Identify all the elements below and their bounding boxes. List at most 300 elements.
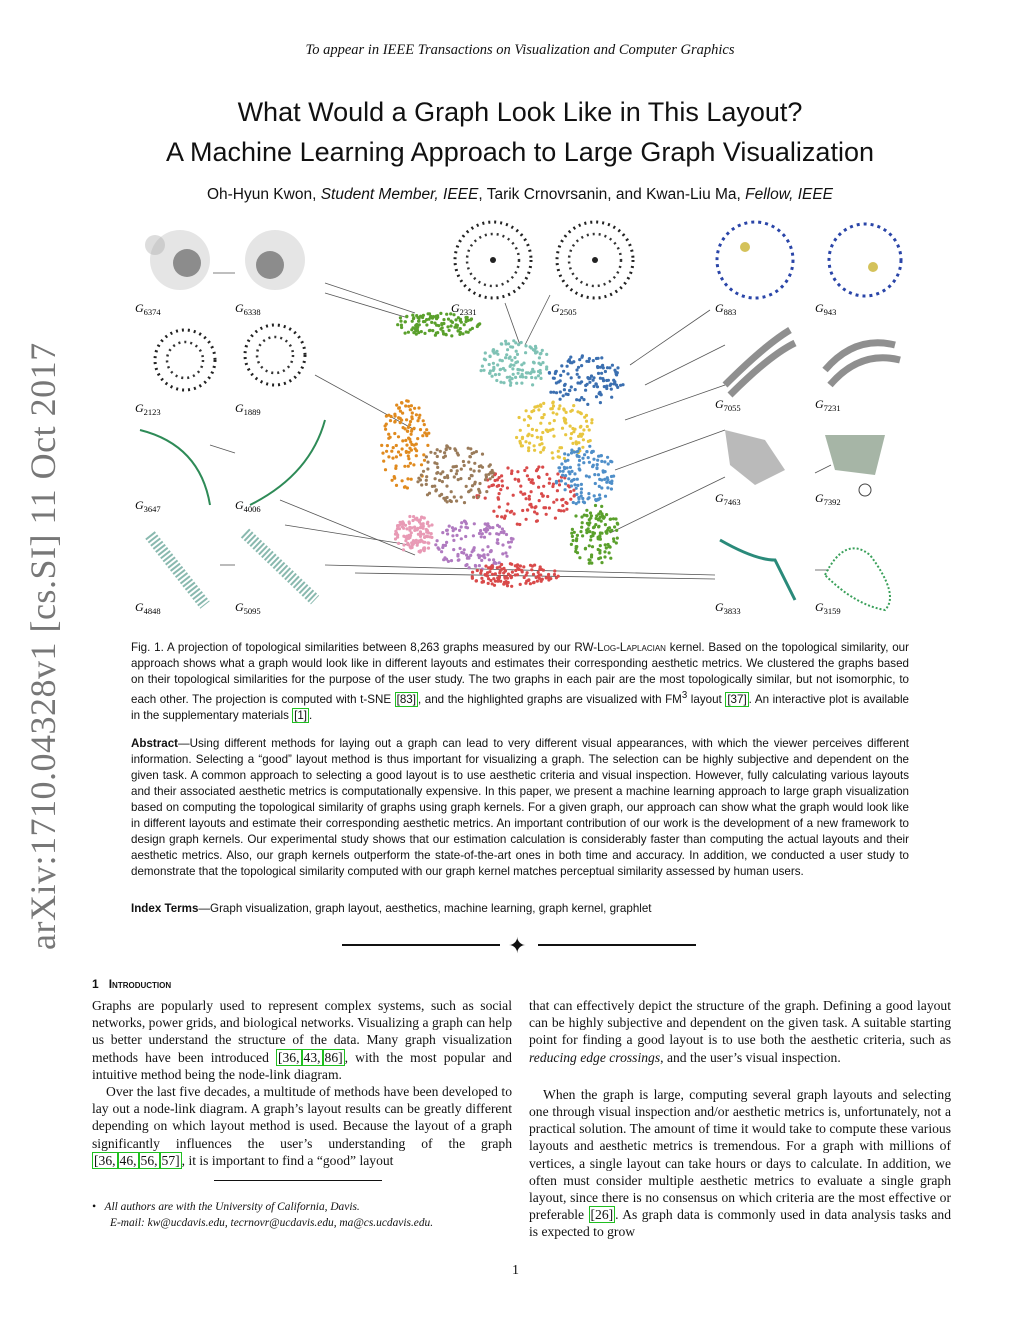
caption-ref-37[interactable]: [37] <box>727 692 747 706</box>
scatter-point <box>453 326 456 329</box>
scatter-point <box>492 362 495 365</box>
scatter-point <box>499 381 502 384</box>
scatter-point <box>582 438 585 441</box>
scatter-point <box>431 329 434 332</box>
scatter-point <box>564 421 567 424</box>
scatter-point <box>471 571 474 574</box>
scatter-point <box>587 440 590 443</box>
arxiv-sidebar-id: arXiv:1710.04328v1 [cs.SI] 11 Oct 2017 <box>23 342 63 950</box>
scatter-point <box>521 509 524 512</box>
scatter-point <box>451 321 454 324</box>
scatter-point <box>433 485 436 488</box>
scatter-point <box>609 518 612 521</box>
scatter-point <box>605 513 608 516</box>
scatter-point <box>545 353 548 356</box>
scatter-point <box>597 473 600 476</box>
scatter-point <box>606 486 609 489</box>
scatter-point <box>409 408 412 411</box>
scatter-point <box>568 389 571 392</box>
label-g2123: $G_{2123}$ <box>135 401 161 417</box>
scatter-point <box>518 523 521 526</box>
scatter-point <box>545 428 548 431</box>
scatter-point <box>575 450 578 453</box>
scatter-point <box>460 551 463 554</box>
scatter-point <box>480 535 483 538</box>
scatter-point <box>478 491 481 494</box>
scatter-point <box>530 490 533 493</box>
scatter-point <box>468 477 471 480</box>
scatter-point <box>445 313 448 316</box>
scatter-point <box>410 531 413 534</box>
scatter-point <box>569 425 572 428</box>
scatter-point <box>407 426 410 429</box>
scatter-point <box>590 418 593 421</box>
scatter-point <box>521 444 524 447</box>
scatter-point <box>401 479 404 482</box>
scatter-point <box>469 468 472 471</box>
scatter-point <box>609 557 612 560</box>
scatter-point <box>520 341 523 344</box>
scatter-point <box>438 479 441 482</box>
scatter-point <box>521 436 524 439</box>
scatter-point <box>559 374 562 377</box>
scatter-point <box>548 477 551 480</box>
scatter-point <box>595 499 598 502</box>
scatter-point <box>585 474 588 477</box>
scatter-point <box>539 451 542 454</box>
scatter-point <box>488 363 491 366</box>
label-g6374: $G_{6374}$ <box>135 301 161 317</box>
scatter-point <box>581 521 584 524</box>
thumb-g2505 <box>557 222 633 298</box>
scatter-point <box>530 568 533 571</box>
scatter-point <box>455 472 458 475</box>
scatter-point <box>608 545 611 548</box>
scatter-point <box>478 556 481 559</box>
scatter-point <box>551 428 554 431</box>
scatter-point <box>600 505 603 508</box>
scatter-point <box>460 537 463 540</box>
scatter-point <box>570 470 573 473</box>
scatter-point <box>557 509 560 512</box>
scatter-point <box>439 450 442 453</box>
scatter-point <box>513 356 516 359</box>
scatter-point <box>571 442 574 445</box>
scatter-point <box>597 357 600 360</box>
caption-part-3: , and the highlighted graphs are visualized with FM <box>417 692 682 706</box>
scatter-point <box>496 576 499 579</box>
ref-46[interactable]: 46, <box>119 1152 137 1168</box>
scatter-point <box>601 515 604 518</box>
label-g883: $G_{883}$ <box>715 301 737 317</box>
scatter-point <box>395 484 398 487</box>
scatter-point <box>580 396 583 399</box>
thumb-g3833 <box>720 540 795 600</box>
footnote-rule <box>214 1180 382 1181</box>
scatter-point <box>408 515 411 518</box>
scatter-point <box>585 514 588 517</box>
figure-caption <box>131 640 909 724</box>
scatter-point <box>427 312 430 315</box>
scatter-point <box>483 556 486 559</box>
scatter-point <box>514 573 517 576</box>
scatter-point <box>555 498 558 501</box>
scatter-point <box>512 494 515 497</box>
scatter-point <box>585 509 588 512</box>
scatter-point <box>579 530 582 533</box>
scatter-point <box>482 580 485 583</box>
scatter-point <box>416 437 419 440</box>
scatter-point <box>434 543 437 546</box>
scatter-point <box>595 467 598 470</box>
scatter-point <box>465 563 468 566</box>
scatter-point <box>542 569 545 572</box>
scatter-point <box>455 499 458 502</box>
scatter-point <box>410 449 413 452</box>
scatter-point <box>425 475 428 478</box>
scatter-point <box>478 322 481 325</box>
scatter-point <box>514 478 517 481</box>
scatter-point <box>527 433 530 436</box>
scatter-point <box>578 447 581 450</box>
scatter-point <box>552 404 555 407</box>
scatter-point <box>403 486 406 489</box>
scatter-point <box>473 462 476 465</box>
scatter-point <box>571 528 574 531</box>
scatter-point <box>536 580 539 583</box>
scatter-point <box>454 449 457 452</box>
scatter-point <box>465 318 468 321</box>
scatter-point <box>492 369 495 372</box>
scatter-point <box>492 577 495 580</box>
ref-43[interactable]: 43, <box>303 1049 321 1065</box>
scatter-point <box>492 349 495 352</box>
scatter-point <box>610 487 613 490</box>
scatter-point <box>488 532 491 535</box>
scatter-point <box>599 531 602 534</box>
scatter-point <box>504 551 507 554</box>
scatter-point <box>545 576 548 579</box>
scatter-point <box>535 469 538 472</box>
ref-86[interactable]: 86] <box>324 1049 343 1065</box>
scatter-point <box>564 482 567 485</box>
ref-56[interactable]: 56, <box>140 1152 158 1168</box>
scatter-point <box>442 318 445 321</box>
scatter-point <box>581 446 584 449</box>
scatter-point <box>390 450 393 453</box>
left-column <box>92 997 512 1169</box>
scatter-point <box>595 514 598 517</box>
scatter-point <box>423 423 426 426</box>
footnote-line-2: E-mail: kw@ucdavis.edu, tecrnovr@ucdavis.edu, ma@cs.ucdavis.edu. <box>110 1217 434 1229</box>
scatter-point <box>446 325 449 328</box>
scatter-point <box>392 446 395 449</box>
scatter-point <box>529 345 532 348</box>
scatter-point <box>475 579 478 582</box>
label-g4848: $G_{4848}$ <box>135 600 161 616</box>
scatter-point <box>597 372 600 375</box>
scatter-point <box>489 355 492 358</box>
scatter-point <box>506 376 509 379</box>
scatter-point <box>537 408 540 411</box>
scatter-point <box>428 329 431 332</box>
scatter-point <box>548 506 551 509</box>
scatter-point <box>576 534 579 537</box>
right-para-1-end: , and the user’s visual inspection. <box>660 1049 841 1065</box>
scatter-point <box>597 517 600 520</box>
scatter-point <box>599 393 602 396</box>
scatter-point <box>436 539 439 542</box>
scatter-point <box>402 527 405 530</box>
scatter-point <box>407 537 410 540</box>
left-para-1-text: Graphs are popularly used to represent complex systems, such as social networks, power grids, and biological networks. Visualizing a graph can help us better understand the structure of the data. Many graph visualization methods have been introduced <box>92 998 512 1065</box>
scatter-point <box>553 569 556 572</box>
scatter-point <box>491 573 494 576</box>
scatter-point <box>525 497 528 500</box>
scatter-point <box>472 534 475 537</box>
divider-left <box>342 944 500 946</box>
scatter-point <box>571 427 574 430</box>
scatter-point <box>393 432 396 435</box>
scatter-point <box>478 469 481 472</box>
scatter-point <box>558 446 561 449</box>
ref-57[interactable]: 57] <box>161 1152 180 1168</box>
scatter-point <box>517 343 520 346</box>
scatter-point <box>590 555 593 558</box>
scatter-point <box>460 321 463 324</box>
scatter-point <box>532 573 535 576</box>
scatter-point <box>499 359 502 362</box>
caption-part-4: layout <box>687 692 726 706</box>
scatter-point <box>447 318 450 321</box>
scatter-point <box>592 526 595 529</box>
divider-diamond-icon: ✦ <box>508 934 527 959</box>
scatter-point <box>455 465 458 468</box>
scatter-point <box>506 502 509 505</box>
scatter-point <box>561 427 564 430</box>
scatter-point <box>487 566 490 569</box>
scatter-point <box>422 314 425 317</box>
scatter-point <box>593 473 596 476</box>
scatter-point <box>598 478 601 481</box>
scatter-point <box>605 385 608 388</box>
scatter-point <box>592 458 595 461</box>
scatter-point <box>396 323 399 326</box>
scatter-point <box>427 547 430 550</box>
ref-36[interactable]: [36, <box>277 1049 300 1065</box>
scatter-point <box>596 366 599 369</box>
scatter-point <box>540 492 543 495</box>
scatter-point <box>496 353 499 356</box>
scatter-point <box>457 478 460 481</box>
scatter-point <box>594 504 597 507</box>
scatter-point <box>570 484 573 487</box>
scatter-point <box>557 407 560 410</box>
scatter-point <box>556 489 559 492</box>
scatter-point <box>413 407 416 410</box>
scatter-point <box>506 509 509 512</box>
scatter-point <box>572 404 575 407</box>
scatter-point <box>613 525 616 528</box>
scatter-point <box>612 537 615 540</box>
scatter-point <box>437 548 440 551</box>
scatter-point <box>496 363 499 366</box>
scatter-point <box>463 501 466 504</box>
scatter-point <box>412 543 415 546</box>
scatter-point <box>415 314 418 317</box>
scatter-point <box>492 471 495 474</box>
scatter-point <box>410 328 413 331</box>
scatter-point <box>406 542 409 545</box>
caption-ref-1[interactable]: [1] <box>294 708 307 722</box>
scatter-point <box>527 424 530 427</box>
scatter-point <box>568 472 571 475</box>
thumb-g4848 <box>150 535 205 605</box>
scatter-point <box>619 384 622 387</box>
scatter-point <box>533 564 536 567</box>
scatter-point <box>403 465 406 468</box>
scatter-point <box>499 488 502 491</box>
scatter-point <box>564 488 567 491</box>
scatter-point <box>404 404 407 407</box>
scatter-point <box>411 411 414 414</box>
scatter-point <box>522 362 525 365</box>
scatter-point <box>519 429 522 432</box>
scatter-point <box>564 474 567 477</box>
scatter-point <box>539 352 542 355</box>
scatter-point <box>473 469 476 472</box>
scatter-point <box>561 504 564 507</box>
scatter-point <box>581 457 584 460</box>
scatter-point <box>514 376 517 379</box>
scatter-point <box>434 477 437 480</box>
thumb-g7055 <box>725 330 795 395</box>
scatter-point <box>575 547 578 550</box>
scatter-point <box>504 356 507 359</box>
scatter-point <box>511 346 514 349</box>
scatter-point <box>439 312 442 315</box>
scatter-point <box>399 521 402 524</box>
scatter-point <box>512 373 515 376</box>
left-para-2-end: , it is important to find a “good” layout <box>181 1152 394 1168</box>
scatter-point <box>401 439 404 442</box>
scatter-point <box>520 382 523 385</box>
scatter-point <box>386 444 389 447</box>
scatter-point <box>592 464 595 467</box>
ref-26[interactable]: [26] <box>590 1207 614 1223</box>
scatter-point <box>577 463 580 466</box>
scatter-point <box>526 571 529 574</box>
scatter-point <box>426 493 429 496</box>
scatter-point <box>399 320 402 323</box>
scatter-point <box>430 536 433 539</box>
thumb-g5095 <box>245 533 315 600</box>
scatter-point <box>485 527 488 530</box>
scatter-point <box>396 525 399 528</box>
label-g4006: $G_{4006}$ <box>235 498 261 514</box>
scatter-point <box>462 460 465 463</box>
scatter-point <box>402 426 405 429</box>
index-terms <box>131 902 909 915</box>
scatter-point <box>439 472 442 475</box>
scatter-point <box>445 541 448 544</box>
scatter-point <box>528 442 531 445</box>
scatter-point <box>442 332 445 335</box>
scatter-point <box>499 570 502 573</box>
scatter-point <box>400 419 403 422</box>
scatter-point <box>426 444 429 447</box>
caption-ref-83[interactable]: [83] <box>396 692 416 706</box>
scatter-point <box>464 535 467 538</box>
scatter-point <box>418 416 421 419</box>
scatter-point <box>531 383 534 386</box>
scatter-point <box>391 457 394 460</box>
scatter-point <box>451 534 454 537</box>
scatter-point <box>484 497 487 500</box>
scatter-point <box>591 450 594 453</box>
scatter-point <box>405 450 408 453</box>
scatter-point <box>576 373 579 376</box>
scatter-point <box>389 419 392 422</box>
scatter-point <box>410 415 413 418</box>
scatter-point <box>575 440 578 443</box>
scatter-point <box>481 532 484 535</box>
scatter-point <box>536 350 539 353</box>
scatter-point <box>505 353 508 356</box>
scatter-point <box>418 323 421 326</box>
scatter-point <box>395 404 398 407</box>
scatter-point <box>423 320 426 323</box>
scatter-point <box>387 455 390 458</box>
scatter-point <box>596 459 599 462</box>
scatter-point <box>548 422 551 425</box>
scatter-point <box>410 430 413 433</box>
scatter-point <box>603 555 606 558</box>
scatter-point <box>474 564 477 567</box>
scatter-point <box>395 455 398 458</box>
footnote <box>92 1199 512 1231</box>
scatter-point <box>419 523 422 526</box>
section-number: 1 <box>92 977 99 991</box>
scatter-point <box>420 483 423 486</box>
title-line-1: What Would a Graph Look Like in This Layout? <box>237 97 803 127</box>
scatter-point <box>610 388 613 391</box>
ref-36b[interactable]: [36, <box>94 1152 116 1168</box>
scatter-point <box>411 519 414 522</box>
scatter-point <box>543 413 546 416</box>
scatter-point <box>525 409 528 412</box>
scatter-point <box>590 421 593 424</box>
scatter-point <box>391 479 394 482</box>
scatter-point <box>574 388 577 391</box>
scatter-point <box>578 399 581 402</box>
scatter-point <box>536 519 539 522</box>
scatter-point <box>500 342 503 345</box>
scatter-point <box>408 520 411 523</box>
scatter-point <box>445 485 448 488</box>
scatter-point <box>576 551 579 554</box>
scatter-point <box>517 568 520 571</box>
scatter-point <box>423 431 426 434</box>
scatter-point <box>501 479 504 482</box>
scatter-point <box>406 477 409 480</box>
scatter-point <box>491 375 494 378</box>
scatter-point <box>407 454 410 457</box>
scatter-point <box>560 498 563 501</box>
scatter-point <box>587 523 590 526</box>
label-g3647: $G_{3647}$ <box>135 498 161 514</box>
scatter-point <box>505 576 508 579</box>
